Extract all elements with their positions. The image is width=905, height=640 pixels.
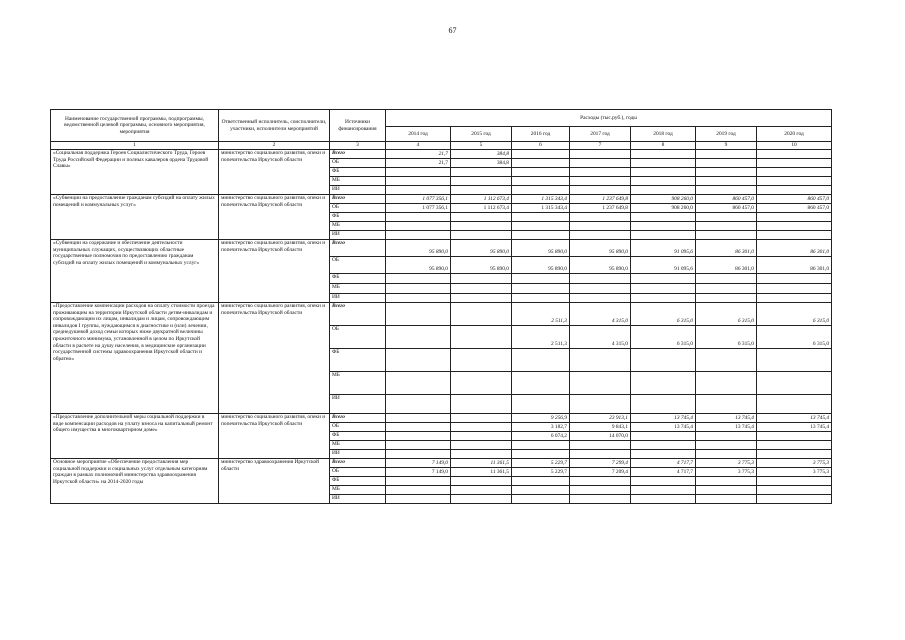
expense-value: 13 745,4 (696, 423, 757, 432)
program-name: Основное мероприятие «Обеспечение предоставления мер социальной поддержки и социальных услуг отдельным категориям граждан в рамках полномочий министерства здравоохранения Иркутской области» на 2014-2020 годы (51, 459, 219, 504)
expense-value (451, 423, 512, 432)
expense-value (512, 441, 570, 450)
expense-value (570, 441, 631, 450)
funding-source: МБ (330, 284, 386, 294)
column-number: 8 (631, 142, 696, 150)
expense-value (512, 168, 570, 177)
funding-source: ИИ (330, 294, 386, 303)
expense-value (386, 168, 451, 177)
expense-value (696, 372, 757, 395)
expense-value: 1 112 673,4 (451, 195, 512, 204)
expense-value (386, 274, 451, 284)
header-year: 2018 год (631, 127, 696, 142)
header-year: 2015 год (451, 127, 512, 142)
expense-value (451, 395, 512, 414)
expense-value: 11 361,5 (451, 468, 512, 477)
program-name: «Предоставление дополнительной меры социальной поддержки в виде компенсации расходов на уплату взноса на капитальный ремонт общего имущества в многоквартирном доме» (51, 414, 219, 459)
expense-value (451, 177, 512, 186)
program-name: «Субвенции на содержание и обеспечение деятельности муниципальных служащих, осуществляющих областные государственные полномочия по предоставлению гражданам субсидий на оплату жилых помещений и коммунальных услуг» (51, 240, 219, 303)
expense-value (631, 372, 696, 395)
expense-value (386, 414, 451, 423)
expense-value (512, 294, 570, 303)
expense-value (631, 274, 696, 284)
expense-value (512, 150, 570, 159)
expense-value (386, 423, 451, 432)
expense-value (386, 213, 451, 222)
executor-name: министерство социального развития, опеки и попечительства Иркутской области (219, 240, 330, 303)
expense-value: 95 890,0 (451, 240, 512, 257)
expense-value (451, 284, 512, 294)
expense-value (631, 186, 696, 195)
expense-value: 95 890,0 (386, 240, 451, 257)
expense-value (570, 372, 631, 395)
expense-value (696, 186, 757, 195)
funding-source: ФБ (330, 168, 386, 177)
expense-value (696, 222, 757, 231)
expense-value (757, 284, 832, 294)
funding-source: МБ (330, 222, 386, 231)
expense-value (386, 231, 451, 240)
table-row-total (51, 303, 832, 326)
funding-source: ФБ (330, 213, 386, 222)
expense-value (512, 231, 570, 240)
expense-value (757, 150, 832, 159)
expense-value (570, 159, 631, 168)
header-program: Наименование государственной программы, подпрограммы, ведомственной целевой программы, основного мероприятия, мероприятия (51, 110, 219, 142)
funding-source: ОБ (330, 326, 386, 349)
program-name: «Социальная поддержка Героев Социалистического Труда, Героев Труда Российской Федерации и полных кавалеров ордена Трудовой Славы» (51, 150, 219, 195)
funding-source: ФБ (330, 432, 386, 441)
expense-value: 86 301,0 (757, 257, 832, 274)
expense-value (631, 395, 696, 414)
expense-value (631, 284, 696, 294)
column-number: 7 (570, 142, 631, 150)
expense-value (386, 284, 451, 294)
expense-value (696, 495, 757, 504)
expense-value (696, 213, 757, 222)
funding-source: Всего (330, 240, 386, 257)
funding-source: МБ (330, 486, 386, 495)
expense-value: 6 315,0 (757, 326, 832, 349)
program-name: «Субвенции на предоставление гражданам субсидий на оплату жилых помещений и коммунальных услуг» (51, 195, 219, 240)
expense-value: 91 095,6 (631, 257, 696, 274)
expense-value (631, 441, 696, 450)
expense-value (570, 495, 631, 504)
expense-value (386, 372, 451, 395)
expenses-table (50, 109, 832, 504)
expense-value (451, 294, 512, 303)
funding-source: Всего (330, 414, 386, 423)
table-body (51, 150, 832, 504)
expense-value (631, 477, 696, 486)
expense-value (512, 159, 570, 168)
column-number: 9 (696, 142, 757, 150)
expense-value (570, 222, 631, 231)
expense-value (570, 450, 631, 459)
expense-value (696, 486, 757, 495)
expense-value (631, 294, 696, 303)
expense-value: 1 237 649,8 (570, 195, 631, 204)
expense-value: 6 074,2 (512, 432, 570, 441)
table-row-total (51, 459, 832, 468)
expense-value (696, 349, 757, 372)
expense-value (757, 168, 832, 177)
expense-value (757, 372, 832, 395)
expense-value (696, 294, 757, 303)
funding-source: ФБ (330, 477, 386, 486)
expense-value: 91 095,6 (631, 240, 696, 257)
expense-value (451, 186, 512, 195)
expense-value (696, 450, 757, 459)
expense-value (451, 441, 512, 450)
expense-value (512, 213, 570, 222)
header-year: 2020 год (757, 127, 832, 142)
expense-value: 7 299,4 (570, 459, 631, 468)
funding-source: Всего (330, 150, 386, 159)
expense-value (570, 168, 631, 177)
funding-source: Всего (330, 303, 386, 326)
executor-name: министерство здравоохранения Иркутской области (219, 459, 330, 504)
expense-value (386, 222, 451, 231)
column-number: 5 (451, 142, 512, 150)
expense-value (631, 168, 696, 177)
expense-value (696, 150, 757, 159)
expense-value (757, 294, 832, 303)
expense-value (451, 326, 512, 349)
header-year: 2016 год (512, 127, 570, 142)
executor-name: министерство социального развития, опеки и попечительства Иркутской области (219, 195, 330, 240)
expense-value (451, 213, 512, 222)
expense-value: 95 890,0 (512, 257, 570, 274)
expense-value: 95 890,0 (451, 257, 512, 274)
expense-value: 6 315,0 (696, 326, 757, 349)
expense-value (757, 349, 832, 372)
expense-value (696, 159, 757, 168)
header-sources: Источники финансирования (330, 110, 386, 142)
expense-value (451, 231, 512, 240)
executor-name: министерство социального развития, опеки и попечительства Иркутской области (219, 303, 330, 414)
expense-value (512, 477, 570, 486)
header-expenses: Расходы (тыс.руб.), годы (386, 110, 832, 127)
expense-value: 860 457,0 (696, 195, 757, 204)
funding-source: ОБ (330, 423, 386, 432)
expense-value (757, 177, 832, 186)
expense-value: 21,7 (386, 150, 451, 159)
expense-value (451, 222, 512, 231)
expense-value (696, 274, 757, 284)
expense-value (512, 222, 570, 231)
expense-value: 21,7 (386, 159, 451, 168)
expense-value: 3 182,7 (512, 423, 570, 432)
expense-value: 23 913,1 (570, 414, 631, 423)
expense-value (570, 274, 631, 284)
expense-value (696, 432, 757, 441)
expense-value: 6 315,0 (696, 303, 757, 326)
expense-value: 3 775,3 (757, 468, 832, 477)
expense-value: 1 112 673,4 (451, 204, 512, 213)
expense-value (386, 186, 451, 195)
expense-value: 3 775,3 (696, 459, 757, 468)
expense-value (631, 495, 696, 504)
funding-source: ОБ (330, 468, 386, 477)
expense-value: 1 077 356,1 (386, 195, 451, 204)
expense-value: 7 149,0 (386, 459, 451, 468)
expense-value (386, 432, 451, 441)
expense-value (631, 450, 696, 459)
expense-value (696, 477, 757, 486)
funding-source: МБ (330, 372, 386, 395)
funding-source: ОБ (330, 159, 386, 168)
expense-value (512, 284, 570, 294)
expense-value (570, 349, 631, 372)
expense-value (757, 477, 832, 486)
expense-value: 14 070,0 (570, 432, 631, 441)
expense-value (631, 159, 696, 168)
funding-source: ФБ (330, 274, 386, 284)
expense-value (451, 432, 512, 441)
expense-value: 384,8 (451, 150, 512, 159)
expense-value: 4 315,0 (570, 326, 631, 349)
funding-source: ИИ (330, 231, 386, 240)
expense-value (570, 186, 631, 195)
expense-value (696, 231, 757, 240)
expense-value: 4 315,0 (570, 303, 631, 326)
expense-value (570, 294, 631, 303)
expense-value (512, 177, 570, 186)
expense-value: 95 890,0 (570, 257, 631, 274)
table-header (51, 110, 832, 150)
program-name: «Предоставление компенсации расходов на оплату стоимости проезда проживающим на территории Иркутской области детям-инвалидам и сопровождающим их лицам, инвалидам и лицам, сопровождающим инвалидов I группы, нуждающимся в диагностике и (или) лечении, среднедушевой доход семьи которых ниже двукратной величины прожиточного минимума, установленной в целом по Иркутской области в расчете на душу населения, в медицинские организации государственной системы здравоохранения Иркутской области и обратно» (51, 303, 219, 414)
expense-value (386, 395, 451, 414)
expense-value: 860 457,0 (757, 195, 832, 204)
table-row-total (51, 240, 832, 257)
header-year: 2017 год (570, 127, 631, 142)
expense-value (631, 213, 696, 222)
expense-value (631, 349, 696, 372)
expense-value (451, 303, 512, 326)
expense-value (631, 432, 696, 441)
executor-name: министерство социального развития, опеки и попечительства Иркутской области (219, 414, 330, 459)
expense-value: 860 457,0 (696, 204, 757, 213)
expense-value (512, 372, 570, 395)
expense-value (451, 495, 512, 504)
expense-value: 9 256,9 (512, 414, 570, 423)
expense-value (386, 294, 451, 303)
expense-value (757, 432, 832, 441)
expense-value: 1 315 343,4 (512, 204, 570, 213)
funding-source: МБ (330, 441, 386, 450)
table-row-total (51, 150, 832, 159)
funding-source: ФБ (330, 349, 386, 372)
expense-value (696, 441, 757, 450)
expense-value: 2 511,3 (512, 326, 570, 349)
expense-value (757, 231, 832, 240)
expense-value (512, 495, 570, 504)
expense-value (451, 450, 512, 459)
expense-value (631, 177, 696, 186)
expense-value: 7 209,4 (570, 468, 631, 477)
expense-value: 95 890,0 (512, 240, 570, 257)
header-year: 2014 год (386, 127, 451, 142)
funding-source: Всего (330, 195, 386, 204)
expense-value: 6 315,0 (757, 303, 832, 326)
expense-value (570, 486, 631, 495)
expense-value: 86 301,0 (696, 257, 757, 274)
funding-source: ОБ (330, 257, 386, 274)
page-number: 67 (448, 26, 457, 35)
expense-value (451, 168, 512, 177)
expense-value (570, 231, 631, 240)
expense-value (631, 231, 696, 240)
funding-source: Всего (330, 459, 386, 468)
expense-value (757, 274, 832, 284)
expense-value: 384,8 (451, 159, 512, 168)
funding-source: ИИ (330, 495, 386, 504)
expense-value (757, 441, 832, 450)
expense-value (386, 486, 451, 495)
expense-value (696, 395, 757, 414)
funding-source: ОБ (330, 204, 386, 213)
expense-value (696, 284, 757, 294)
funding-source: ИИ (330, 450, 386, 459)
expense-value: 5 229,7 (512, 459, 570, 468)
expense-value (386, 349, 451, 372)
column-number: 2 (219, 142, 330, 150)
table-row-total (51, 195, 832, 204)
executor-name: министерство социального развития, опеки и попечительства Иркутской области (219, 150, 330, 195)
expense-value: 95 890,0 (570, 240, 631, 257)
expense-value: 2 511,3 (512, 303, 570, 326)
expense-value (512, 274, 570, 284)
expense-value: 13 745,4 (631, 414, 696, 423)
expense-value: 95 890,0 (386, 257, 451, 274)
expense-value (451, 274, 512, 284)
expense-value (570, 395, 631, 414)
expense-value: 7 149,0 (386, 468, 451, 477)
expense-value (757, 186, 832, 195)
expense-value (386, 450, 451, 459)
column-number: 10 (757, 142, 832, 150)
expense-value: 6 315,0 (631, 326, 696, 349)
funding-source: ИИ (330, 395, 386, 414)
expense-value (757, 159, 832, 168)
expense-value (386, 177, 451, 186)
expense-value: 1 077 356,1 (386, 204, 451, 213)
expense-value: 11 361,5 (451, 459, 512, 468)
expense-value (386, 326, 451, 349)
expense-value (386, 477, 451, 486)
expense-value (570, 477, 631, 486)
expense-value: 1 237 649,8 (570, 204, 631, 213)
expense-value (512, 186, 570, 195)
expense-value: 1 315 343,4 (512, 195, 570, 204)
expense-value (386, 441, 451, 450)
expense-value: 13 745,4 (757, 414, 832, 423)
column-number: 4 (386, 142, 451, 150)
column-number: 3 (330, 142, 386, 150)
expense-value: 86 301,0 (757, 240, 832, 257)
expense-value (631, 486, 696, 495)
expense-value: 13 745,4 (696, 414, 757, 423)
expense-value: 86 301,0 (696, 240, 757, 257)
expense-value (570, 284, 631, 294)
expense-value (512, 349, 570, 372)
table-row-total (51, 414, 832, 423)
expense-value: 3 775,3 (696, 468, 757, 477)
expense-value (570, 213, 631, 222)
expense-value (386, 495, 451, 504)
expense-value: 5 229,7 (512, 468, 570, 477)
expense-value: 13 745,4 (631, 423, 696, 432)
expense-value (631, 150, 696, 159)
expense-value (757, 450, 832, 459)
expense-value (570, 150, 631, 159)
header-year: 2019 год (696, 127, 757, 142)
expense-value: 13 745,4 (757, 423, 832, 432)
expense-value (696, 177, 757, 186)
expense-value (451, 477, 512, 486)
expense-value (512, 486, 570, 495)
expense-value (631, 222, 696, 231)
column-number: 1 (51, 142, 219, 150)
expense-value (451, 486, 512, 495)
header-executor: Ответственный исполнитель, соисполнители, участники, исполнители мероприятий (219, 110, 330, 142)
expense-value (386, 303, 451, 326)
expense-value: 860 457,0 (757, 204, 832, 213)
expense-value: 4 717,7 (631, 468, 696, 477)
expense-value (757, 395, 832, 414)
expense-value (757, 222, 832, 231)
expense-value: 4 717,7 (631, 459, 696, 468)
funding-source: ИИ (330, 186, 386, 195)
expense-value (451, 372, 512, 395)
expense-value: 3 775,3 (757, 459, 832, 468)
expense-value (570, 177, 631, 186)
expense-value (757, 486, 832, 495)
expense-value (512, 395, 570, 414)
funding-source: МБ (330, 177, 386, 186)
expense-value (696, 168, 757, 177)
expense-value: 9 843,1 (570, 423, 631, 432)
expense-value: 908 260,0 (631, 195, 696, 204)
expense-value (757, 213, 832, 222)
expense-value (451, 349, 512, 372)
expense-value (451, 414, 512, 423)
column-number: 6 (512, 142, 570, 150)
expense-value (512, 450, 570, 459)
expense-value (757, 495, 832, 504)
expense-value: 6 315,0 (631, 303, 696, 326)
expense-value: 908 260,0 (631, 204, 696, 213)
